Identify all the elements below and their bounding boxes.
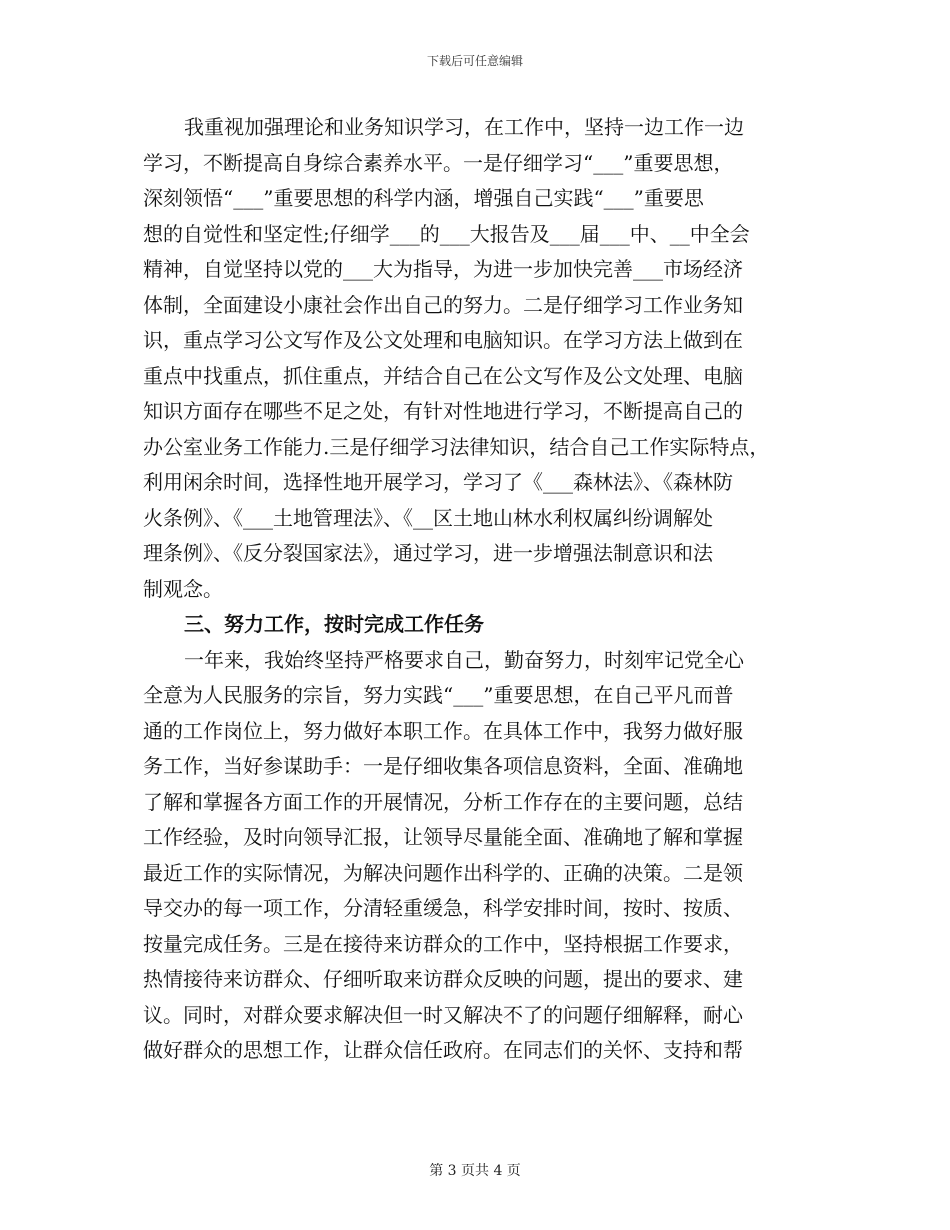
paragraph-line: 导交办的每一项工作，分清轻重缓急，科学安排时间，按时、按质、 bbox=[143, 896, 743, 920]
paragraph-line: 议。同时，对群众要求解决但一时又解决不了的问题仔细解释，耐心 bbox=[143, 1002, 743, 1027]
paragraph-line: 理条例》、《反分裂国家法》，通过学习，进一步增强法制意识和法 bbox=[143, 541, 713, 565]
paragraph-line: 做好群众的思想工作，让群众信任政府。在同志们的关怀、支持和帮 bbox=[143, 1038, 743, 1062]
page-number: 第 3 页共 4 页 bbox=[429, 1163, 521, 1179]
paragraph-line: 重点中找重点，抓住重点，并结合自己在公文写作及公文处理、电脑 bbox=[143, 363, 743, 388]
paragraph-line: 学习，不断提高自身综合素养水平。一是仔细学习“___”重要思想， bbox=[143, 150, 734, 175]
paragraph-line: 办公室业务工作能力.三是仔细学习法律知识，结合自己工作实际特点， bbox=[143, 434, 770, 459]
paragraph-line: 火条例》、《___土地管理法》、《__区土地山林水利权属纠纷调解处 bbox=[143, 505, 713, 530]
paragraph-line: 按量完成任务。三是在接待来访群众的工作中，坚持根据工作要求， bbox=[143, 931, 743, 956]
section-heading: 三、努力工作，按时完成工作任务 bbox=[184, 612, 484, 636]
paragraph-line: 一年来，我始终坚持严格要求自己，勤奋努力，时刻牢记党全心 bbox=[184, 647, 744, 672]
paragraph-line: 热情接待来访群众、仔细听取来访群众反映的问题，提出的要求、建 bbox=[143, 967, 743, 991]
page-header: 下载后可任意编辑 bbox=[426, 54, 523, 68]
paragraph-line: 最近工作的实际情况，为解决问题作出科学的、正确的决策。二是领 bbox=[143, 860, 743, 885]
paragraph-line: 体制，全面建设小康社会作出自己的努力。二是仔细学习工作业务知 bbox=[143, 292, 743, 317]
document-body bbox=[143, 110, 819, 1069]
paragraph-line: 知识方面存在哪些不足之处，有针对性地进行学习，不断提高自己的 bbox=[143, 399, 743, 423]
paragraph-line: 制观念。 bbox=[143, 576, 223, 601]
paragraph-line: 工作经验，及时向领导汇报，让领导尽量能全面、准确地了解和掌握 bbox=[143, 825, 743, 849]
paragraph-line: 全意为人民服务的宗旨，努力实践“___”重要思想，在自己平凡而普 bbox=[143, 683, 734, 707]
paragraph-line: 通的工作岗位上，努力做好本职工作。在具体工作中，我努力做好服 bbox=[143, 718, 743, 743]
paragraph-line: 了解和掌握各方面工作的开展情况，分析工作存在的主要问题，总结 bbox=[143, 789, 743, 814]
paragraph-line: 精神，自觉坚持以党的___大为指导，为进一步加快完善___市场经济 bbox=[143, 257, 743, 281]
paragraph-line: 务工作，当好参谋助手：一是仔细收集各项信息资料，全面、准确地 bbox=[143, 754, 743, 778]
paragraph-line: 利用闲余时间，选择性地开展学习，学习了《___森林法》、《森林防 bbox=[143, 470, 733, 494]
paragraph-line: 深刻领悟“___”重要思想的科学内涵，增强自己实践“___”重要思 bbox=[143, 186, 704, 210]
paragraph-line: 想的自觉性和坚定性;仔细学___的___大报告及___届___中、__中全会 bbox=[143, 221, 750, 246]
paragraph-line: 识，重点学习公文写作及公文处理和电脑知识。在学习方法上做到在 bbox=[143, 328, 743, 352]
paragraph-line: 我重视加强理论和业务知识学习，在工作中，坚持一边工作一边 bbox=[184, 115, 744, 139]
